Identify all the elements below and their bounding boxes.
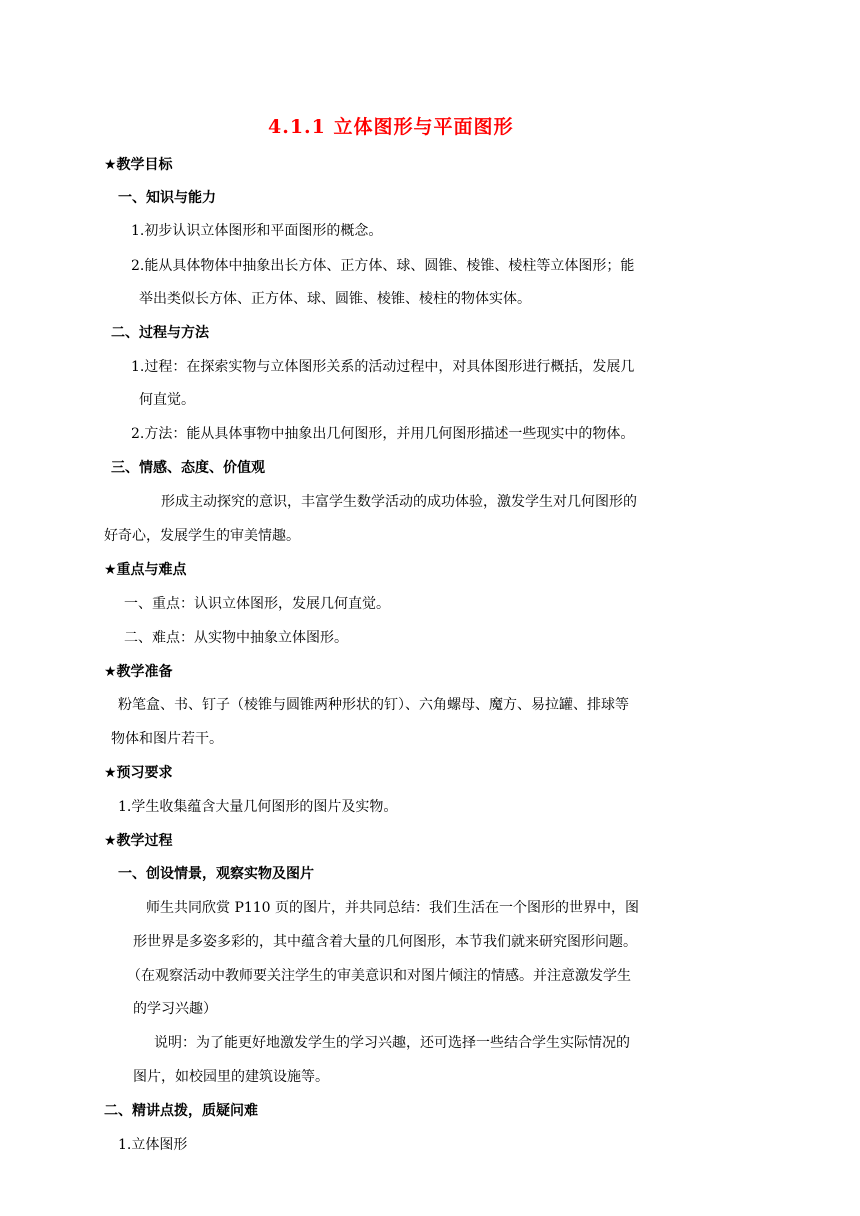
subheading-emotion-attitude: 三、情感、态度、价值观 (111, 460, 265, 476)
document-page: 4.1.1 立体图形与平面图形 ★教学目标 一、知识与能力 1.初步认识立体图形和平面图形的概念。 2.能从具体物体中抽象出长方体、正方体、球、圆锥、棱锥、棱柱等立体图形；能 举出类似长方体、正方体、球、圆锥、棱锥、棱柱的物体实体。 二、过程与方法 1.过程：在探索实物与立体图形关系的活动过程中，对具体图形进行概括，发展几 何直觉。 2.方法：能从具体事物中抽象出几何图形，并用几何图形描述一些现实中的物体。 三、情感、态度、价值观 形成主动探究的意识，丰富学生数学活动的成功体验，激发学生对几何图形的 好奇心，发展学生的审美情趣。 ★重点与难点 一、重点：认识立体图形，发展几何直觉。 二、难点：从实物中抽象立体图形。 ★教学准备 粉笔盒、书、钉子（棱锥与圆锥两种形状的钉）、六角螺母、魔方、易拉罐、排球等 物体和图片若干。 ★预习要求 1.学生收集蕴含大量几何图形的图片及实物。 ★教学过程 一、创设情景，观察实物及图片 师生共同欣赏 P110 页的图片，并共同总结：我们生活在一个图形的世界中，图 形世界是多姿多彩的，其中蕴含着大量的几何图形，本节我们就来研究图形问题。 （在观察活动中教师要关注学生的审美意识和对图片倾注的情感。并注意激发学生 的学习兴趣） 说明：为了能更好地激发学生的学习兴趣，还可选择一些结合学生实际情况的 图片，如校园里的建筑设施等。 二、精讲点拨，质疑问难 1.立体图形 (104, 116, 640, 1153)
paragraph-line: 何直觉。 (139, 392, 195, 408)
paragraph-line: 1.立体图形 (118, 1137, 188, 1153)
subheading-knowledge-ability: 一、知识与能力 (118, 190, 216, 206)
paragraph-line: 图片，如校园里的建筑设施等。 (133, 1069, 329, 1085)
paragraph-line: 2.能从具体物体中抽象出长方体、正方体、球、圆锥、棱锥、棱柱等立体图形；能 (131, 258, 635, 274)
heading-preparation: ★教学准备 (104, 664, 173, 680)
paragraph-line: 说明：为了能更好地激发学生的学习兴趣，还可选择一些结合学生实际情况的 (154, 1035, 630, 1051)
paragraph-line: 形成主动探究的意识，丰富学生数学活动的成功体验，激发学生对几何图形的 (161, 494, 637, 510)
paragraph-line: 一、重点：认识立体图形，发展几何直觉。 (124, 596, 390, 612)
paragraph-line: 的学习兴趣） (133, 1001, 217, 1017)
heading-key-points: ★重点与难点 (104, 562, 187, 578)
paragraph-line: 1.初步认识立体图形和平面图形的概念。 (131, 223, 383, 239)
paragraph-line: 2.方法：能从具体事物中抽象出几何图形，并用几何图形描述一些现实中的物体。 (131, 426, 635, 442)
paragraph-line: 举出类似长方体、正方体、球、圆锥、棱锥、棱柱的物体实体。 (139, 291, 531, 307)
heading-teaching-goals: ★教学目标 (104, 157, 173, 173)
paragraph-line: 好奇心，发展学生的审美情趣。 (104, 528, 300, 544)
subheading-explanation: 二、精讲点拨，质疑问难 (104, 1103, 258, 1119)
paragraph-line: 1.过程：在探索实物与立体图形关系的活动过程中，对具体图形进行概括，发展几 (131, 359, 635, 375)
paragraph-line: 粉笔盒、书、钉子（棱锥与圆锥两种形状的钉）、六角螺母、魔方、易拉罐、排球等 (118, 697, 629, 713)
paragraph-line: 师生共同欣赏 P110 页的图片，并共同总结：我们生活在一个图形的世界中，图 (146, 900, 640, 916)
paragraph-line: 1.学生收集蕴含大量几何图形的图片及实物。 (118, 799, 398, 815)
paragraph-line: 二、难点：从实物中抽象立体图形。 (124, 630, 348, 646)
subheading-process-method: 二、过程与方法 (111, 325, 209, 341)
heading-preview: ★预习要求 (104, 765, 173, 781)
paragraph-line: 形世界是多姿多彩的，其中蕴含着大量的几何图形，本节我们就来研究图形问题。 (133, 934, 637, 950)
heading-teaching-process: ★教学过程 (104, 833, 173, 849)
subheading-create-scene: 一、创设情景，观察实物及图片 (118, 866, 314, 882)
paragraph-line: 物体和图片若干。 (111, 731, 223, 747)
paragraph-line: （在观察活动中教师要关注学生的审美意识和对图片倾注的情感。并注意激发学生 (127, 968, 631, 984)
